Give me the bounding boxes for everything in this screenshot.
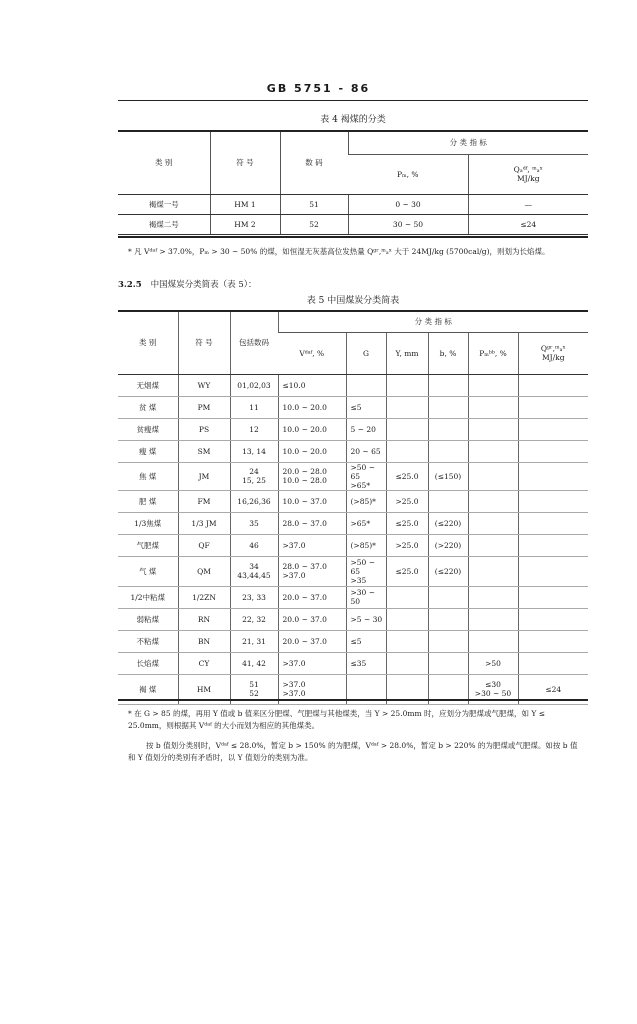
table-cell: QF bbox=[178, 534, 230, 556]
table-cell: SM bbox=[178, 440, 230, 462]
header-rule bbox=[118, 100, 588, 101]
table-cell: HM 1 bbox=[210, 194, 280, 214]
table-cell: ≤5 bbox=[346, 396, 386, 418]
table-cell: >25.0 bbox=[386, 534, 428, 556]
table-cell: 11 bbox=[230, 396, 278, 418]
table-cell: WY bbox=[178, 374, 230, 396]
table-cell bbox=[386, 608, 428, 630]
table-cell: >65* bbox=[346, 512, 386, 534]
t5-head-code: 包括数码 bbox=[230, 312, 278, 374]
table5-note-1: * 在 G > 85 的煤，再用 Y 值或 b 值来区分肥煤、气肥煤与其他煤类，当 Y > 25.0mm 时，应划分为肥煤或气肥煤，如 Y ≤ 25.0mm，则根据其 Vᵈᵃᶠ 的大小而划为相应的其他煤类。 bbox=[128, 709, 545, 730]
table-cell: 21, 31 bbox=[230, 630, 278, 652]
t4-head-q bbox=[468, 154, 588, 194]
t5-head-y: Y, mm bbox=[386, 332, 428, 374]
table-cell: 20.0 ~ 37.0 bbox=[278, 608, 346, 630]
table5-caption: 表 5 中国煤炭分类简表 bbox=[306, 296, 400, 306]
table-cell: 28.0 ~ 37.0 bbox=[278, 512, 346, 534]
table-cell bbox=[468, 418, 518, 440]
table-cell: 20 ~ 65 bbox=[346, 440, 386, 462]
table-cell: >37.0 bbox=[278, 534, 346, 556]
table-cell bbox=[518, 374, 588, 396]
table-row bbox=[118, 556, 588, 586]
table-row bbox=[118, 512, 588, 534]
table-cell: (≤150) bbox=[428, 462, 468, 490]
table-cell bbox=[468, 440, 518, 462]
table-cell bbox=[346, 374, 386, 396]
table-cell bbox=[386, 418, 428, 440]
table-cell bbox=[428, 440, 468, 462]
table5 bbox=[118, 312, 588, 705]
table4-note: * 凡 Vᵈᵃᶠ > 37.0%，Pₘ > 30 ~ 50% 的煤，如恒湿无灰基高位发热量 Qᵍʳ,ᵐₐˣ 大于 24MJ/kg (5700cal/g)，则划为长焰煤。 bbox=[128, 247, 550, 256]
table-cell: 13, 14 bbox=[230, 440, 278, 462]
table-cell: 12 bbox=[230, 418, 278, 440]
table-cell: 焦 煤 bbox=[118, 462, 178, 490]
table-cell: 1/3焦煤 bbox=[118, 512, 178, 534]
t4-head-pm: Pₘ, % bbox=[348, 154, 468, 194]
table-cell: ≤25.0 bbox=[386, 462, 428, 490]
table5-bottom-rule bbox=[118, 699, 588, 701]
table-cell: 褐煤二号 bbox=[118, 214, 210, 234]
table-cell: QM bbox=[178, 556, 230, 586]
table-cell: 贫 煤 bbox=[118, 396, 178, 418]
table-cell: 0 ~ 30 bbox=[348, 194, 468, 214]
table-cell bbox=[468, 490, 518, 512]
t4-head-q-symbol: Qₐᵈᶠ, ᵐₐˣ bbox=[513, 165, 543, 174]
table-cell: ≤24 bbox=[468, 214, 588, 234]
table-cell bbox=[428, 418, 468, 440]
table-cell: 气肥煤 bbox=[118, 534, 178, 556]
section-number: 3.2.5 bbox=[118, 280, 142, 290]
table-cell: 10.0 ~ 37.0 bbox=[278, 490, 346, 512]
table-cell bbox=[428, 396, 468, 418]
table-cell: 瘦 煤 bbox=[118, 440, 178, 462]
table-cell: >5 ~ 30 bbox=[346, 608, 386, 630]
table-cell: 褐 煤 bbox=[118, 674, 178, 704]
table-cell: 10.0 ~ 20.0 bbox=[278, 396, 346, 418]
table-cell: >37.0 >37.0 bbox=[278, 674, 346, 704]
table-cell: 01,02,03 bbox=[230, 374, 278, 396]
table-cell: 1/3 JM bbox=[178, 512, 230, 534]
table-cell: BN bbox=[178, 630, 230, 652]
table-cell bbox=[428, 490, 468, 512]
table-row bbox=[118, 374, 588, 396]
table-cell bbox=[386, 440, 428, 462]
t5-head-q bbox=[518, 332, 588, 374]
table-cell bbox=[518, 490, 588, 512]
table-cell: 褐煤一号 bbox=[118, 194, 210, 214]
table-cell: >37.0 bbox=[278, 652, 346, 674]
table-cell bbox=[518, 440, 588, 462]
t5-head-b: b, % bbox=[428, 332, 468, 374]
table-cell: (≤220) bbox=[428, 512, 468, 534]
table-row bbox=[118, 440, 588, 462]
t5-head-category: 类 别 bbox=[118, 312, 178, 374]
t4-head-category: 类 别 bbox=[118, 132, 210, 194]
section-title: 中国煤炭分类简表（表 5）： bbox=[150, 280, 257, 290]
table-cell bbox=[518, 418, 588, 440]
table-row bbox=[118, 462, 588, 490]
table-cell bbox=[428, 652, 468, 674]
table-cell: (>85)* bbox=[346, 490, 386, 512]
table-cell bbox=[428, 374, 468, 396]
table-cell bbox=[468, 374, 518, 396]
table-cell: HM 2 bbox=[210, 214, 280, 234]
table4 bbox=[118, 132, 588, 235]
table-cell: HM bbox=[178, 674, 230, 704]
table-cell: ≤30 >30 ~ 50 bbox=[468, 674, 518, 704]
table-row bbox=[118, 608, 588, 630]
table-cell: 23, 33 bbox=[230, 586, 278, 608]
table-cell: 41, 42 bbox=[230, 652, 278, 674]
table-cell bbox=[518, 512, 588, 534]
table4-bottom-rule bbox=[118, 236, 588, 238]
table-cell: FM bbox=[178, 490, 230, 512]
table-cell: >50 ~ 65 >65* bbox=[346, 462, 386, 490]
table-cell bbox=[468, 608, 518, 630]
t5-head-g: G bbox=[346, 332, 386, 374]
table-cell bbox=[386, 374, 428, 396]
table-cell: 10.0 ~ 20.0 bbox=[278, 440, 346, 462]
table-cell: 10.0 ~ 20.0 bbox=[278, 418, 346, 440]
table-cell: 20.0 ~ 37.0 bbox=[278, 630, 346, 652]
table-cell: ≤24 bbox=[518, 674, 588, 704]
table-cell: 20.0 ~ 28.0 10.0 ~ 28.0 bbox=[278, 462, 346, 490]
table-cell: JM bbox=[178, 462, 230, 490]
table-cell: 30 ~ 50 bbox=[348, 214, 468, 234]
table-cell bbox=[468, 556, 518, 586]
table-cell: 长焰煤 bbox=[118, 652, 178, 674]
table-cell: 20.0 ~ 37.0 bbox=[278, 586, 346, 608]
t5-head-pm: Pₘᵇᵇ, % bbox=[468, 332, 518, 374]
table-cell bbox=[428, 630, 468, 652]
table-cell: 弱粘煤 bbox=[118, 608, 178, 630]
table-cell bbox=[518, 556, 588, 586]
table-cell bbox=[468, 512, 518, 534]
table-cell: >50 ~ 65 >35 bbox=[346, 556, 386, 586]
table-cell: ≤5 bbox=[346, 630, 386, 652]
table-row bbox=[118, 490, 588, 512]
t4-head-symbol: 符 号 bbox=[210, 132, 280, 194]
section-heading bbox=[118, 278, 257, 290]
table-row bbox=[118, 418, 588, 440]
table-cell: (>85)* bbox=[346, 534, 386, 556]
table-cell bbox=[518, 652, 588, 674]
table-cell bbox=[518, 396, 588, 418]
t5-head-q-unit: MJ/kg bbox=[541, 353, 565, 362]
table-cell bbox=[386, 652, 428, 674]
table-row bbox=[118, 652, 588, 674]
table-cell: >25.0 bbox=[386, 490, 428, 512]
table-cell bbox=[518, 608, 588, 630]
table-cell bbox=[518, 630, 588, 652]
table-cell bbox=[518, 534, 588, 556]
table-cell: 气 煤 bbox=[118, 556, 178, 586]
table-cell bbox=[428, 608, 468, 630]
table-cell: — bbox=[468, 194, 588, 214]
table-cell: 34 43,44,45 bbox=[230, 556, 278, 586]
table-cell: 51 bbox=[280, 194, 348, 214]
table-cell: ≤25.0 bbox=[386, 556, 428, 586]
table4-caption: 表 4 褐煤的分类 bbox=[320, 115, 386, 125]
table-cell: >30 ~ 50 bbox=[346, 586, 386, 608]
table-cell bbox=[468, 630, 518, 652]
t4-head-indicator: 分 类 指 标 bbox=[348, 132, 588, 154]
table-cell: 51 52 bbox=[230, 674, 278, 704]
table-cell: 52 bbox=[280, 214, 348, 234]
table-cell: 35 bbox=[230, 512, 278, 534]
t4-head-code: 数 码 bbox=[280, 132, 348, 194]
table-cell: 28.0 ~ 37.0 >37.0 bbox=[278, 556, 346, 586]
table-row bbox=[118, 396, 588, 418]
t5-head-q-symbol: Qᵍʳ,ᵐₐˣ bbox=[540, 344, 566, 353]
t4-head-q-unit: MJ/kg bbox=[516, 174, 540, 183]
table-cell: 5 ~ 20 bbox=[346, 418, 386, 440]
table-cell bbox=[468, 396, 518, 418]
table-cell: 肥 煤 bbox=[118, 490, 178, 512]
page-header: GB 5751 - 86 bbox=[266, 82, 371, 95]
table-row bbox=[118, 534, 588, 556]
table-cell bbox=[468, 462, 518, 490]
table-cell: 24 15, 25 bbox=[230, 462, 278, 490]
table-cell: 无烟煤 bbox=[118, 374, 178, 396]
table-cell: 22, 32 bbox=[230, 608, 278, 630]
table5-note-2: 按 b 值划分类别时，Vᵈᵃᶠ ≤ 28.0%，暂定 b > 150% 的为肥煤，Vᵈᵃᶠ > 28.0%，暂定 b > 220% 的为肥煤或气肥煤。如按 b 值和 Y 值划分的类别有矛盾时，以 Y 值划分的类别为准。 bbox=[128, 741, 578, 762]
table-cell: (≤220) bbox=[428, 556, 468, 586]
table-cell bbox=[428, 586, 468, 608]
table-cell: (>220) bbox=[428, 534, 468, 556]
table-cell: 46 bbox=[230, 534, 278, 556]
t5-head-symbol: 符 号 bbox=[178, 312, 230, 374]
table-cell: ≤25.0 bbox=[386, 512, 428, 534]
t5-head-vdaf: Vᵈᵃᶠ, % bbox=[278, 332, 346, 374]
table-cell: 1/2中粘煤 bbox=[118, 586, 178, 608]
table-cell: ≤35 bbox=[346, 652, 386, 674]
table-cell: 16,26,36 bbox=[230, 490, 278, 512]
table-cell: ≤10.0 bbox=[278, 374, 346, 396]
table-cell: 贫瘦煤 bbox=[118, 418, 178, 440]
table-cell bbox=[518, 462, 588, 490]
table-cell bbox=[386, 586, 428, 608]
table-cell bbox=[468, 586, 518, 608]
table-cell: 1/2ZN bbox=[178, 586, 230, 608]
table-row bbox=[118, 630, 588, 652]
table-cell bbox=[386, 396, 428, 418]
table-cell: CY bbox=[178, 652, 230, 674]
table-cell: PS bbox=[178, 418, 230, 440]
table-cell bbox=[518, 586, 588, 608]
table-cell: 不粘煤 bbox=[118, 630, 178, 652]
table-cell: PM bbox=[178, 396, 230, 418]
t5-head-indicator: 分 类 指 标 bbox=[278, 312, 588, 332]
table-cell: >50 bbox=[468, 652, 518, 674]
table-row bbox=[118, 586, 588, 608]
table-cell bbox=[468, 534, 518, 556]
table-cell: RN bbox=[178, 608, 230, 630]
table-cell bbox=[386, 630, 428, 652]
